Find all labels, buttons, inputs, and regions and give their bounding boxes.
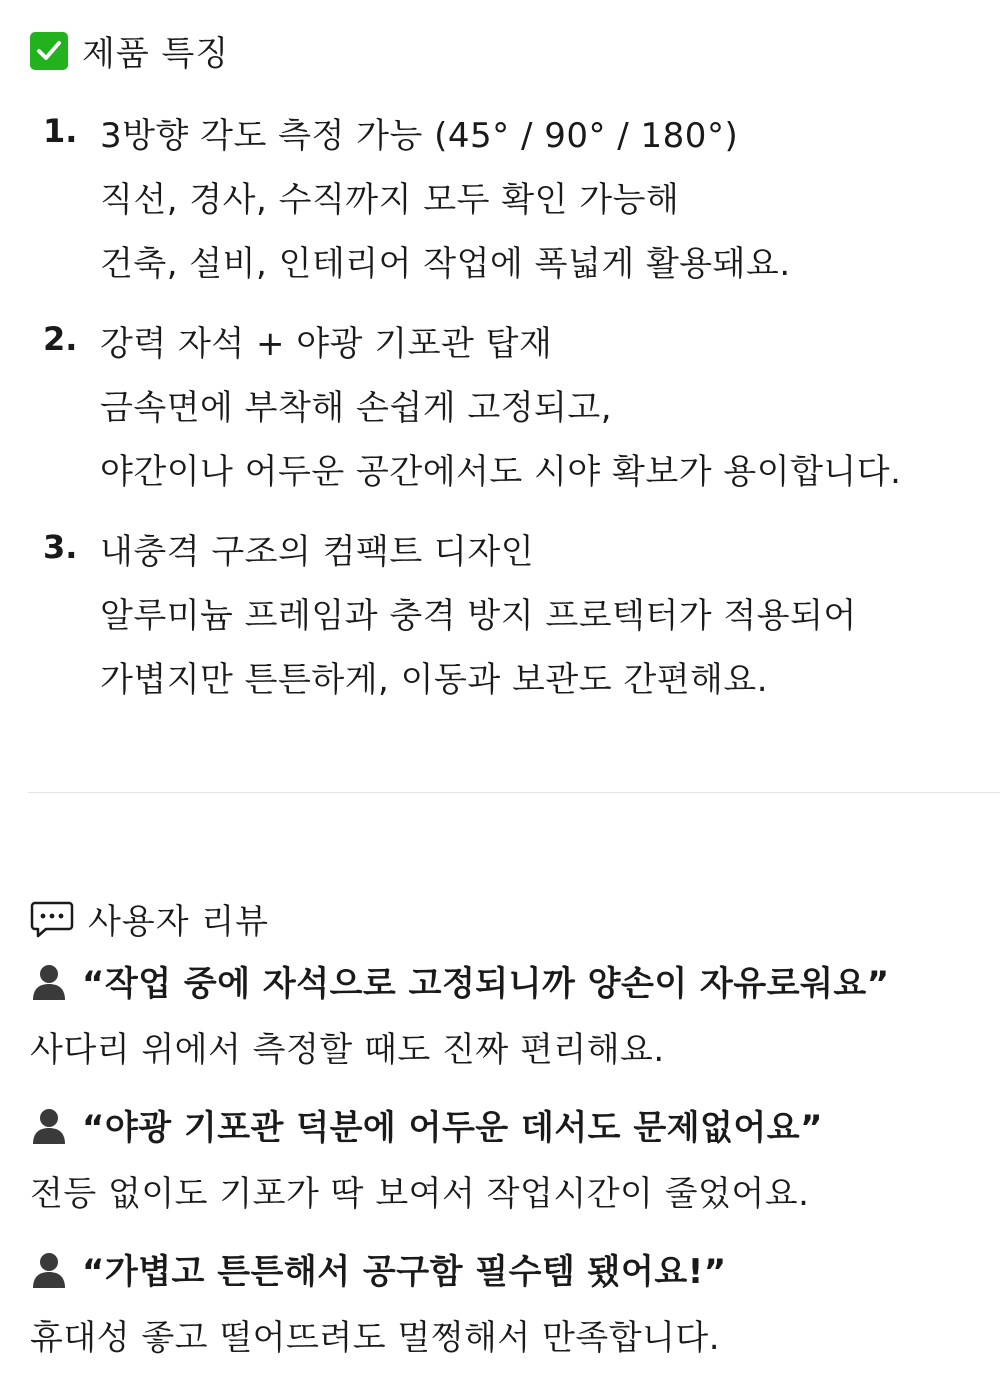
- person-silhouette-icon: [30, 1105, 68, 1145]
- feature-detail: 금속면에 부착해 손쉽게 고정되고,: [100, 388, 613, 428]
- feature-number: 1.: [43, 112, 78, 150]
- section-divider: [28, 792, 1000, 793]
- person-silhouette-icon: [30, 961, 68, 1001]
- feature-number: 3.: [43, 528, 78, 566]
- check-mark-button-icon: [30, 32, 68, 70]
- review-body: 전등 없이도 기포가 딱 보여서 작업시간이 줄었어요.: [30, 1174, 810, 1214]
- feature-detail: 알루미늄 프레임과 충격 방지 프로텍터가 적용되어: [100, 596, 857, 636]
- features-section-title: [30, 26, 229, 75]
- review-headline-text: “가볍고 튼튼해서 공구함 필수템 됐어요!”: [82, 1252, 727, 1292]
- reviews-title-text: 사용자 리뷰: [88, 902, 270, 942]
- feature-detail: 가볍지만 튼튼하게, 이동과 보관도 간편해요.: [100, 660, 769, 700]
- person-silhouette-icon: [30, 1249, 68, 1289]
- review-headline-text: “작업 중에 자석으로 고정되니까 양손이 자유로워요”: [82, 964, 890, 1004]
- feature-heading: 강력 자석 + 야광 기포관 탑재: [100, 324, 553, 364]
- feature-number: 2.: [43, 320, 78, 358]
- feature-heading: 3방향 각도 측정 가능 (45° / 90° / 180°): [100, 116, 739, 156]
- feature-detail: 건축, 설비, 인테리어 작업에 폭넓게 활용돼요.: [100, 244, 791, 284]
- review-headline: [30, 1100, 823, 1149]
- review-headline: [30, 1244, 727, 1293]
- review-body: 사다리 위에서 측정할 때도 진짜 편리해요.: [30, 1030, 665, 1070]
- review-headline: [30, 956, 890, 1005]
- reviews-section-title: [30, 894, 269, 943]
- feature-detail: 직선, 경사, 수직까지 모두 확인 가능해: [100, 180, 680, 220]
- feature-heading: 내충격 구조의 컴팩트 디자인: [100, 532, 535, 572]
- speech-balloon-icon: [30, 899, 74, 939]
- review-body: 휴대성 좋고 떨어뜨려도 멀쩡해서 만족합니다.: [30, 1318, 721, 1358]
- feature-detail: 야간이나 어두운 공간에서도 시야 확보가 용이합니다.: [100, 452, 902, 492]
- features-title-text: 제품 특징: [82, 34, 230, 74]
- review-headline-text: “야광 기포관 덕분에 어두운 데서도 문제없어요”: [82, 1108, 823, 1148]
